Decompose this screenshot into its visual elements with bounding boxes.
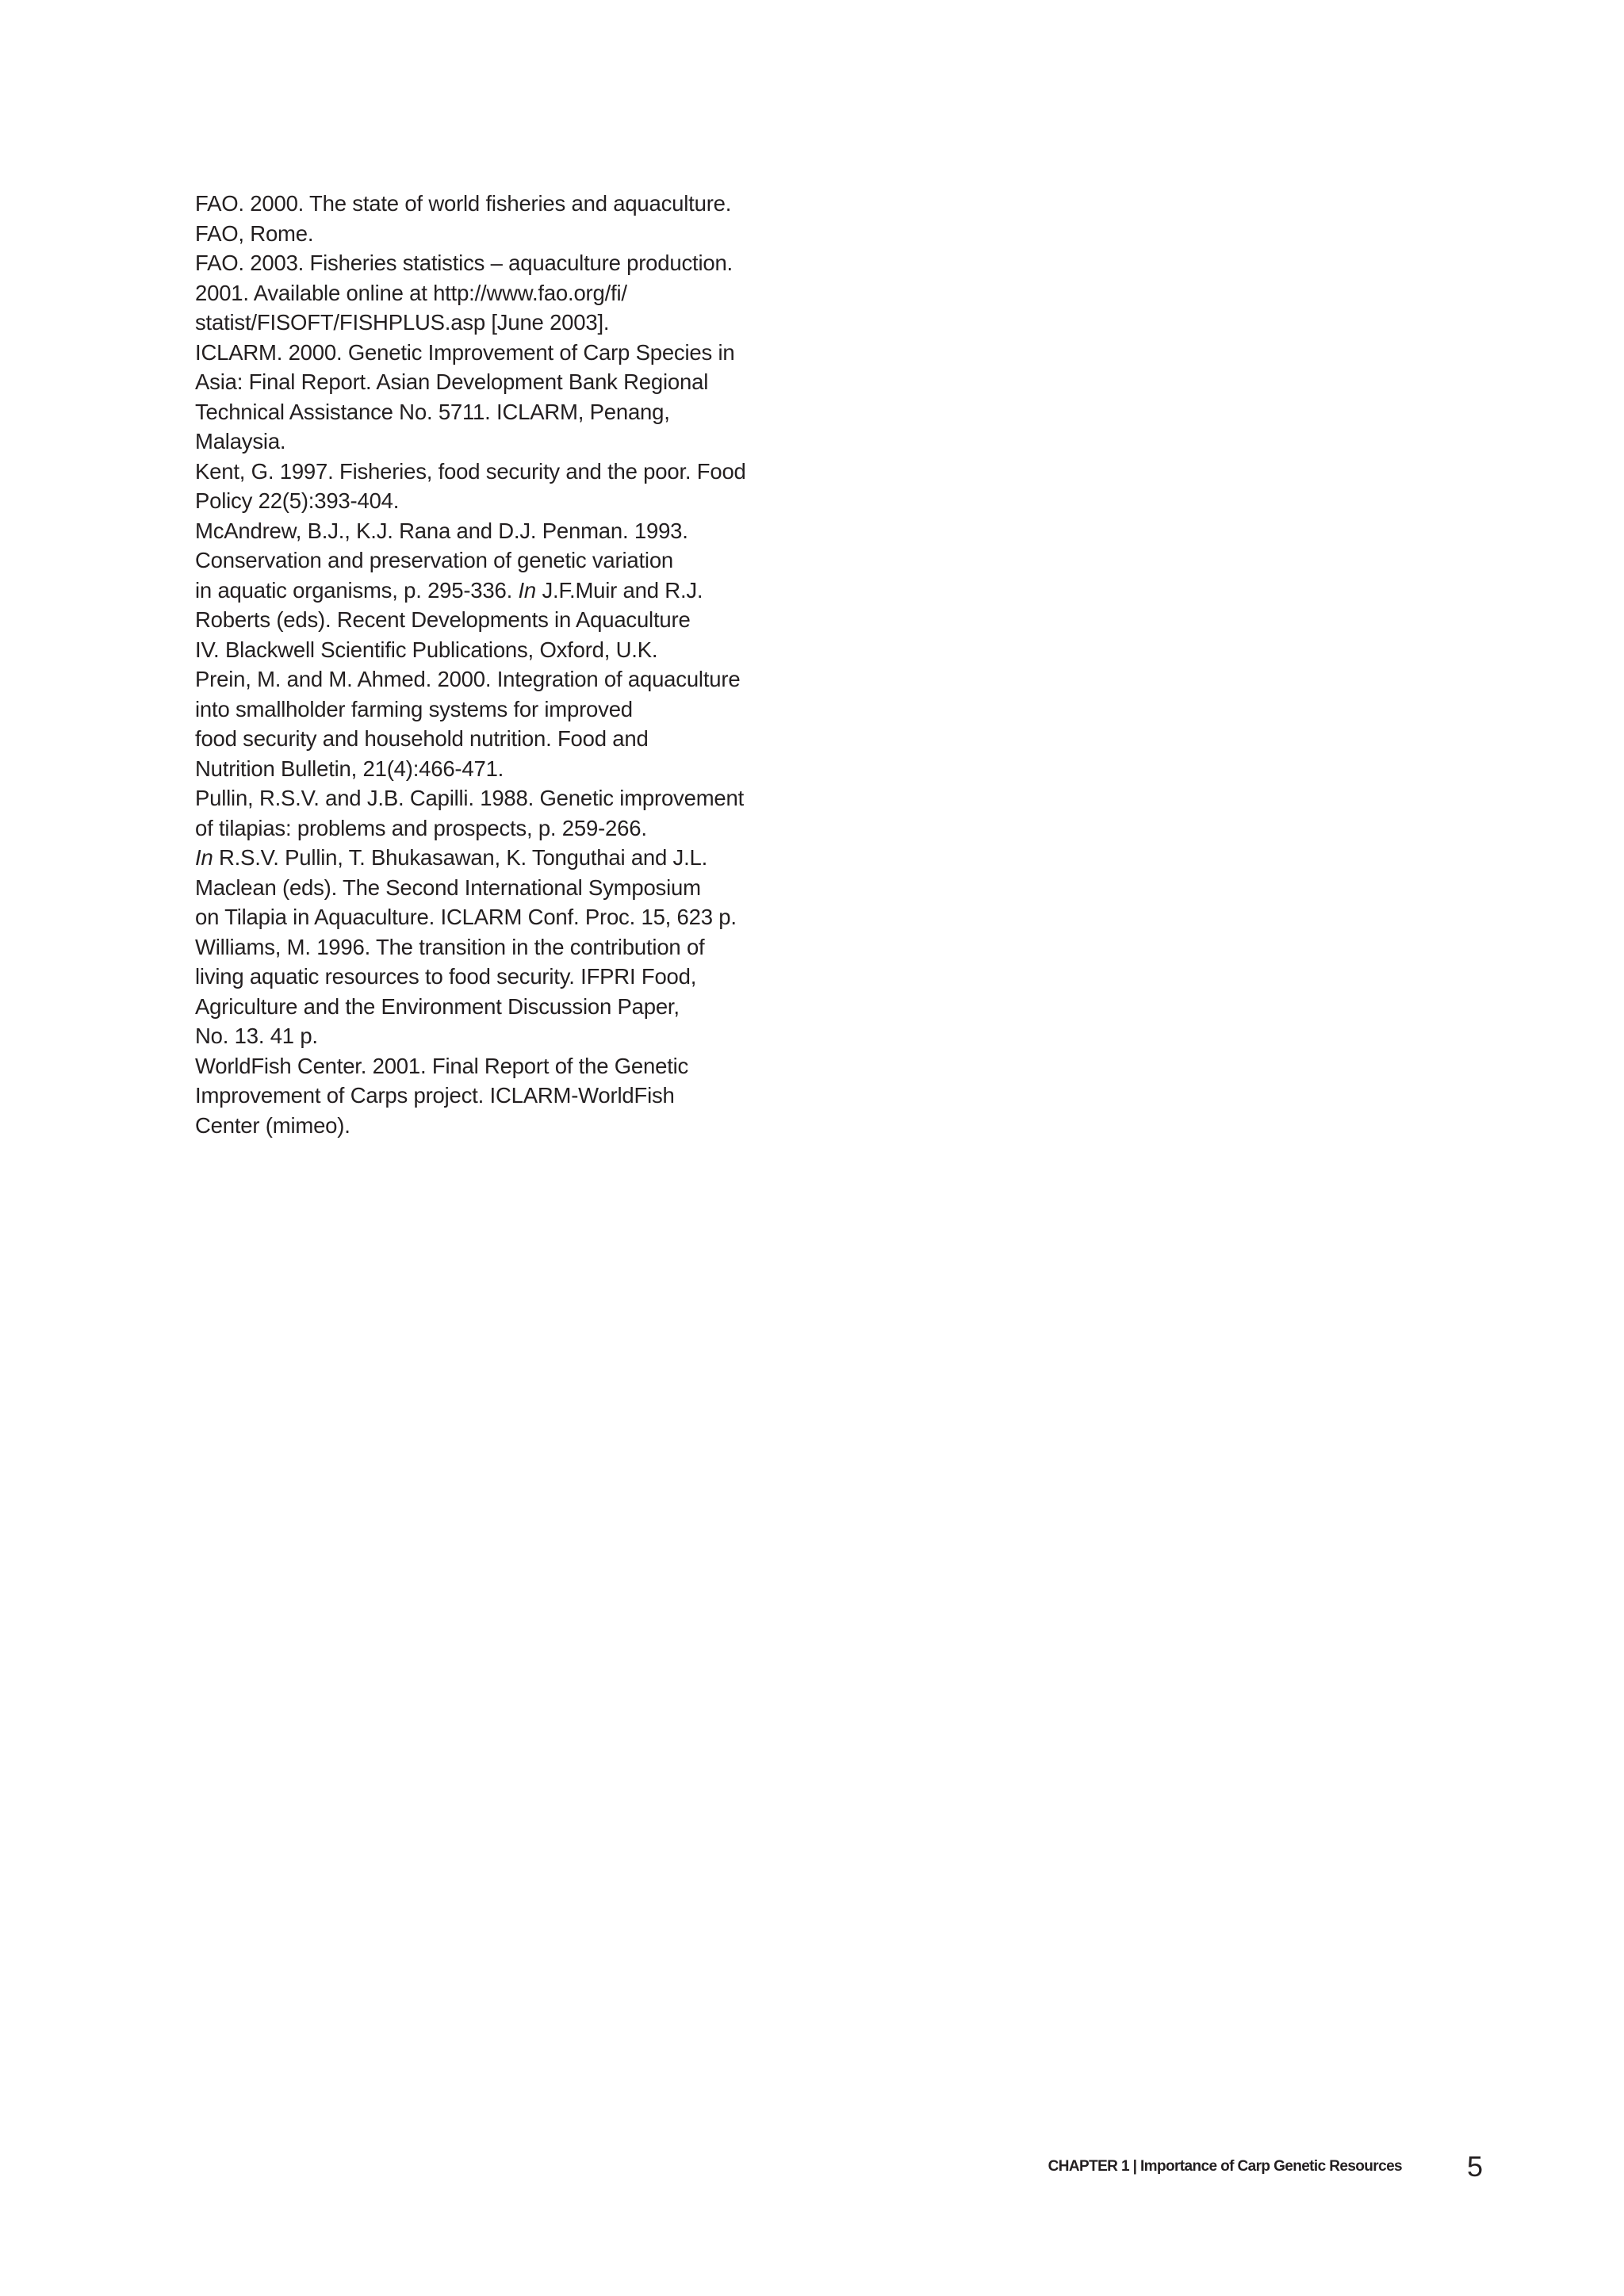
reference-item xyxy=(195,932,798,1051)
reference-line: Center (mimeo). xyxy=(195,1112,350,1138)
reference-item xyxy=(195,516,798,665)
reference-line: Improvement of Carps project. ICLARM-WorldFish xyxy=(195,1083,675,1108)
reference-line: on Tilapia in Aquaculture. ICLARM Conf. Proc. 15, 623 p. xyxy=(195,905,737,929)
reference-line: FAO, Rome. xyxy=(195,220,314,246)
reference-line: FAO. 2000. The state of world fisheries and aquaculture. xyxy=(195,191,732,216)
chapter-footer-label: CHAPTER 1 | Importance of Carp Genetic Resources xyxy=(1048,2158,1402,2175)
reference-line: Conservation and preservation of genetic variation xyxy=(195,548,674,572)
reference-line: Prein, M. and M. Ahmed. 2000. Integration of aquaculture xyxy=(195,667,741,691)
reference-item xyxy=(195,457,798,516)
reference-line: No. 13. 41 p. xyxy=(195,1024,318,1048)
reference-line: WorldFish Center. 2001. Final Report of the Genetic xyxy=(195,1053,689,1078)
reference-text: in aquatic organisms, p. 295-336. xyxy=(195,577,519,603)
reference-line: Roberts (eds). Recent Developments in Aquaculture xyxy=(195,607,691,632)
italic-in-marker: In xyxy=(518,577,537,603)
reference-line: 2001. Available online at http://www.fao.org/fi/ xyxy=(195,280,627,305)
reference-line: McAndrew, B.J., K.J. Rana and D.J. Penman. 1993. xyxy=(195,518,688,543)
reference-list xyxy=(195,189,798,1140)
reference-item xyxy=(195,338,798,457)
reference-line: Malaysia. xyxy=(195,429,286,453)
reference-line: of tilapias: problems and prospects, p. 259-266. xyxy=(195,815,647,840)
reference-line: Agriculture and the Environment Discussion Paper, xyxy=(195,993,680,1019)
reference-item xyxy=(195,1051,798,1141)
reference-line: Kent, G. 1997. Fisheries, food security and the poor. Food xyxy=(195,458,746,484)
reference-line: living aquatic resources to food security. IFPRI Food, xyxy=(195,964,697,989)
reference-line: ICLARM. 2000. Genetic Improvement of Carp Species in xyxy=(195,339,735,365)
reference-line xyxy=(195,576,798,606)
reference-line: Pullin, R.S.V. and J.B. Capilli. 1988. Genetic improvement xyxy=(195,786,745,810)
reference-text: R.S.V. Pullin, T. Bhukasawan, K. Tonguthai and J.L. xyxy=(213,845,708,870)
reference-line: Williams, M. 1996. The transition in the contribution of xyxy=(195,934,705,959)
reference-line: statist/FISOFT/FISHPLUS.asp [June 2003]. xyxy=(195,310,610,335)
italic-in-marker: In xyxy=(195,845,213,870)
reference-line: Maclean (eds). The Second International Symposium xyxy=(195,874,701,900)
reference-line xyxy=(195,843,798,873)
reference-line: FAO. 2003. Fisheries statistics – aquaculture production. xyxy=(195,251,733,275)
reference-line: Technical Assistance No. 5711. ICLARM, Penang, xyxy=(195,399,670,424)
reference-item xyxy=(195,248,798,338)
reference-line: Asia: Final Report. Asian Development Bank Regional xyxy=(195,369,709,394)
reference-item xyxy=(195,664,798,783)
reference-line: Nutrition Bulletin, 21(4):466-471. xyxy=(195,756,504,781)
reference-text: J.F.Muir and R.J. xyxy=(536,577,703,603)
page-footer xyxy=(1048,2150,1491,2183)
page-number: 5 xyxy=(1466,2150,1483,2183)
reference-line: into smallholder farming systems for improved xyxy=(195,696,633,721)
reference-item xyxy=(195,783,798,932)
reference-line: IV. Blackwell Scientific Publications, Oxford, U.K. xyxy=(195,637,658,662)
reference-line: food security and household nutrition. Food and xyxy=(195,726,649,751)
reference-item xyxy=(195,189,798,248)
reference-line: Policy 22(5):393-404. xyxy=(195,488,400,513)
